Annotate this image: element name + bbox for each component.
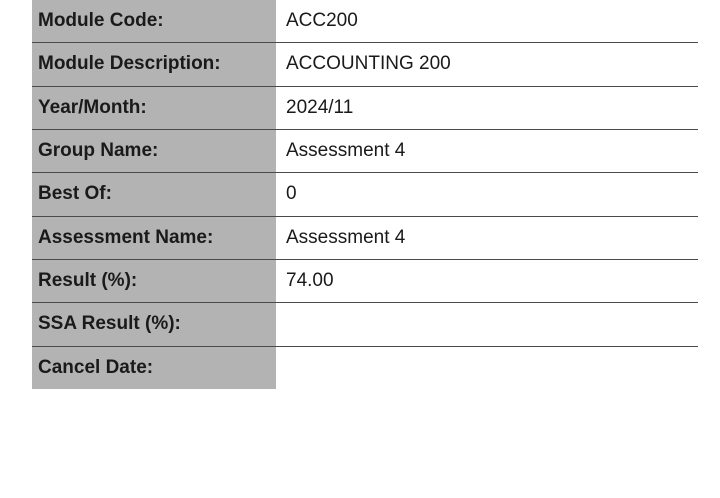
table-row xyxy=(32,43,698,86)
row-value-ssa-result-percent xyxy=(276,303,698,346)
row-value-assessment-name: Assessment 4 xyxy=(276,216,698,259)
row-label-module-code: Module Code: xyxy=(32,0,276,43)
table-row xyxy=(32,86,698,129)
row-label-assessment-name: Assessment Name: xyxy=(32,216,276,259)
row-value-module-code: ACC200 xyxy=(276,0,698,43)
table-row xyxy=(32,129,698,172)
row-label-result-percent: Result (%): xyxy=(32,259,276,302)
table-row xyxy=(32,173,698,216)
row-label-year-month: Year/Month: xyxy=(32,86,276,129)
table-row xyxy=(32,259,698,302)
row-value-group-name: Assessment 4 xyxy=(276,129,698,172)
row-label-group-name: Group Name: xyxy=(32,129,276,172)
row-value-best-of: 0 xyxy=(276,173,698,216)
row-label-module-description: Module Description: xyxy=(32,43,276,86)
table-row xyxy=(32,303,698,346)
table-row xyxy=(32,216,698,259)
row-value-year-month: 2024/11 xyxy=(276,86,698,129)
row-label-cancel-date: Cancel Date: xyxy=(32,346,276,389)
row-value-result-percent: 74.00 xyxy=(276,259,698,302)
row-label-ssa-result-percent: SSA Result (%): xyxy=(32,303,276,346)
row-value-module-description: ACCOUNTING 200 xyxy=(276,43,698,86)
row-value-cancel-date xyxy=(276,346,698,389)
table-row xyxy=(32,0,698,43)
table-row xyxy=(32,346,698,389)
module-result-detail-table xyxy=(32,0,698,389)
row-label-best-of: Best Of: xyxy=(32,173,276,216)
